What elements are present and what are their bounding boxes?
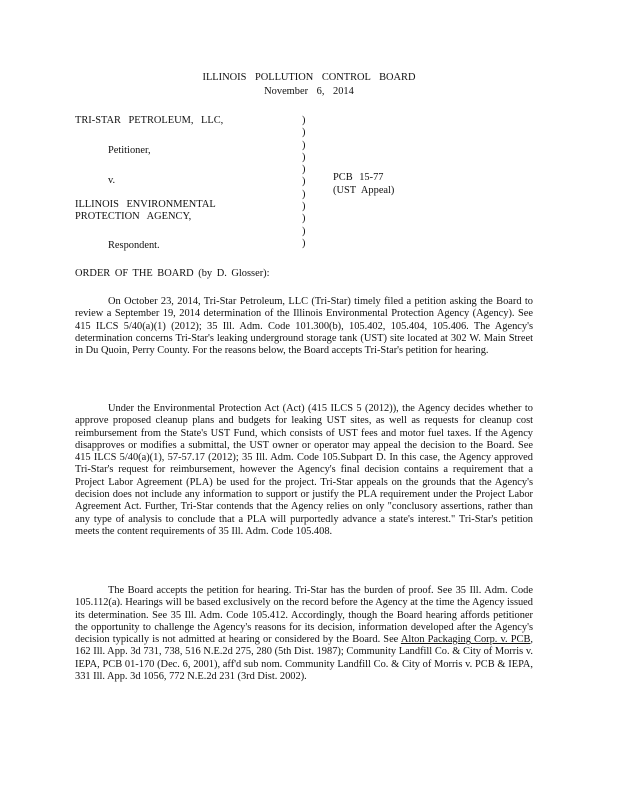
paren: ) [302,176,306,188]
paren: ) [302,188,306,200]
paragraph-3-text-a: The Board accepts the petition for hearing. Tri-Star has the burden of proof. See 35 Ill. Adm. Code 105.112(a). Hearings will be based exclusively on the record before the Agency at the time the Agency issued its determination. See 35 Ill. Adm. Code 105.412. Accordingly, though the Board hearing affords petitioner the opportunity to challenge the Agency's reasons for its decision, information developed after the Agency's decision typically is not admitted at hearing or considered by the Board. See [75,585,533,646]
paren: ) [302,164,306,176]
case-citation: Alton Packaging Corp. v. PCB [400,634,531,646]
order-line: ORDER OF THE BOARD (by D. Glosser): [75,268,270,279]
case-type: (UST Appeal) [333,185,395,196]
petitioner-name: TRI-STAR PETROLEUM, LLC, [75,115,224,126]
respondent-role: Respondent. [108,240,160,251]
paragraph-1-text: On October 23, 2014, Tri-Star Petroleum, LLC (Tri-Star) timely filed a petition asking the Board to review a September 19, 2014 determination of the Illinois Environmental Protection Agency (Agency). See 415 ILCS 5/40(a)(1) (2012); 35 Ill. Adm. Code 101.300(b), 105.402, 105.404, 105.406. The Agency's determination concerns Tri-Star's leaking underground storage tank (UST) site located at 302 W. Main Street in Du Quoin, Perry County. For the reasons below, the Board accepts Tri-Star's petition for hearing. [75,296,533,357]
paren: ) [302,139,306,151]
paragraph-3 [75,585,533,683]
versus: v. [108,175,116,186]
paren: ) [302,151,306,163]
caption-parentheses [302,115,310,250]
board-heading: ILLINOIS POLLUTION CONTROL BOARD [202,72,416,83]
petitioner-role: Petitioner, [108,145,151,156]
paren: ) [302,115,306,126]
paren: ) [302,237,306,249]
paren: ) [302,225,306,237]
paren: ) [302,213,306,225]
paragraph-1 [75,296,533,357]
respondent-name-line1: ILLINOIS ENVIRONMENTAL [75,199,216,210]
paragraph-2-text: Under the Environmental Protection Act (Act) (415 ILCS 5 (2012)), the Agency decides whether to approve proposed cleanup plans and budgets for leaking UST sites, as well as requests for cleanup cost reimbursement from the State's UST Fund, which consists of UST fees and motor fuel taxes. If the Agency disapproves or modifies a submittal, the UST owner or operator may appeal the decision to the Board. See 415 ILCS 5/40(a)(1), 57-57.17 (2012); 35 Ill. Adm. Code 105.Subpart D. In this case, the Agency approved Tri-Star's request for reimbursement, however the Agency's final decision contains a requirement that a Project Labor Agreement (PLA) be used for the project. Tri-Star appeals on the grounds that the Agency's decision does not include any information to support or justify the PLA requirement under the Project Labor Agreement Act. Further, Tri-Star contends that the Agency relies on only "conclusory assertions, rather than any type of analysis to conclude that a PLA will purportedly advance a state's interest." Tri-Star's petition meets the content requirements of 35 Ill. Adm. Code 105.408. [75,403,533,537]
paren: ) [302,127,306,139]
paragraph-3-text-b: , 162 Ill. App. 3d 731, 738, 516 N.E.2d 275, 280 (5th Dist. 1987); Community Landfill Co. & City of Morris v. IEPA, PCB 01-170 (Dec. 6, 2001), aff'd sub nom. Community Landfill Co. & City of Morris v. PCB & IEPA, 331 Ill. App. 3d 1056, 772 N.E.2d 231 (3rd Dist. 2002). [75,634,533,683]
paren: ) [302,201,306,213]
respondent-name-line2: PROTECTION AGENCY, [75,211,192,222]
case-number: PCB 15-77 [333,172,384,183]
opinion-date: November 6, 2014 [264,86,354,97]
paragraph-2 [75,403,533,538]
